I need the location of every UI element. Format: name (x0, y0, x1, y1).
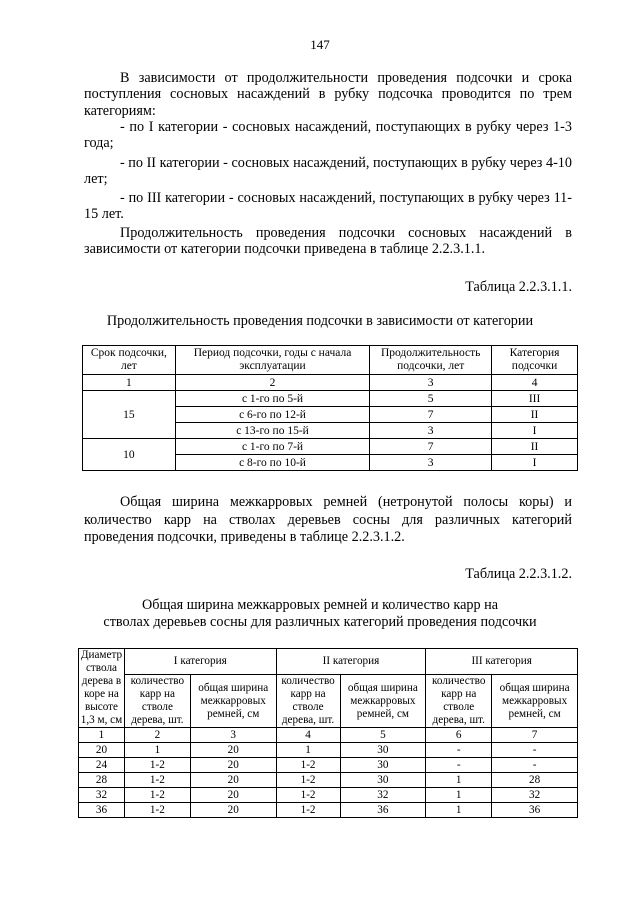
duration-cell: 5 (370, 391, 492, 407)
term-cell: 10 (83, 439, 176, 471)
column-number-row (83, 375, 578, 391)
table-row (79, 773, 578, 788)
table-cell: 1-2 (124, 803, 190, 818)
table-cell: - (426, 758, 492, 773)
table-cell: 30 (340, 743, 426, 758)
table-cell: 30 (340, 758, 426, 773)
table-cell: 1-2 (124, 773, 190, 788)
col-number: 1 (79, 728, 125, 743)
table-cell: 36 (340, 803, 426, 818)
duration-paragraph: Продолжительность проведения подсочки сосновых насаждений в зависимости от категории подсочки приведена в таблице 2.2.3.1.1. (84, 225, 572, 258)
category-cell: I (492, 455, 578, 471)
table-cell: 1 (426, 773, 492, 788)
table-cell: 1-2 (276, 773, 340, 788)
width-paragraph: Общая ширина межкарровых ремней (нетронутой полосы коры) и количество карр на стволах деревьев сосны для различных категорий проведения подсочки, приведены в таблице 2.2.3.1.2. (84, 494, 572, 545)
table-row (79, 803, 578, 818)
table-cell: 32 (340, 788, 426, 803)
table-cell: 1 (276, 743, 340, 758)
intro-paragraph: В зависимости от продолжительности проведения подсочки и срока поступления сосновых насаждений в рубку подсочка проводится по трем категориям: (84, 70, 572, 119)
col-number: 6 (426, 728, 492, 743)
bullet-category-2: - по II категории - сосновых насаждений, поступающих в рубку через 4-10 лет; (84, 155, 572, 188)
category-cell: III (492, 391, 578, 407)
sub-header-count: количество карр на стволе дерева, шт. (124, 675, 190, 728)
table-cell: 28 (79, 773, 125, 788)
period-cell: с 1-го по 5-й (175, 391, 369, 407)
table2-caption: Таблица 2.2.3.1.2. (465, 566, 572, 582)
table-row (83, 439, 578, 455)
table2-title-line-1: Общая ширина межкарровых ремней и количество карр на (141, 597, 499, 613)
table-cell: 36 (492, 803, 578, 818)
belt-width-table (78, 648, 578, 818)
table-row (79, 788, 578, 803)
table-cell: 20 (190, 743, 276, 758)
header-category: Категория подсочки (492, 346, 578, 375)
table-cell: 1-2 (124, 758, 190, 773)
table-header-row (83, 346, 578, 375)
category-cell: II (492, 439, 578, 455)
table-cell: 1-2 (124, 788, 190, 803)
table-cell: 20 (79, 743, 125, 758)
table-row (79, 743, 578, 758)
category-header-row (79, 649, 578, 675)
col-number: 2 (124, 728, 190, 743)
table2-title (60, 597, 580, 631)
term-cell: 15 (83, 391, 176, 439)
col-number: 7 (492, 728, 578, 743)
table-row (79, 758, 578, 773)
table-cell: - (426, 743, 492, 758)
header-period: Период подсочки, годы с начала эксплуатации (175, 346, 369, 375)
bullet-category-1: - по I категории - сосновых насаждений, поступающих в рубку через 1-3 года; (84, 119, 572, 152)
period-cell: с 1-го по 7-й (175, 439, 369, 455)
sub-header-width: общая ширина межкарровых ремней, см (492, 675, 578, 728)
table-cell: 20 (190, 803, 276, 818)
diameter-header: Диаметр ствола дерева в коре на высоте 1,3 м, см (79, 649, 125, 728)
category-cell: II (492, 407, 578, 423)
table-cell: 28 (492, 773, 578, 788)
table-cell: 36 (79, 803, 125, 818)
sub-header-row (79, 675, 578, 728)
col-number: 2 (175, 375, 369, 391)
table-cell: 20 (190, 773, 276, 788)
duration-cell: 7 (370, 407, 492, 423)
category-3-header: III категория (426, 649, 578, 675)
period-cell: с 8-го по 10-й (175, 455, 369, 471)
col-number: 3 (190, 728, 276, 743)
period-cell: с 13-го по 15-й (175, 423, 369, 439)
sub-header-width: общая ширина межкарровых ремней, см (190, 675, 276, 728)
col-number: 3 (370, 375, 492, 391)
table-cell: 1 (124, 743, 190, 758)
table2-title-line-2: стволах деревьев сосны для различных категорий проведения подсочки (103, 614, 537, 630)
column-number-row (79, 728, 578, 743)
table-row (83, 391, 578, 407)
table-cell: 1-2 (276, 788, 340, 803)
table1-title: Продолжительность проведения подсочки в зависимости от категории (106, 313, 534, 329)
category-2-header: II категория (276, 649, 426, 675)
col-number: 1 (83, 375, 176, 391)
duration-table (82, 345, 578, 471)
period-cell: с 6-го по 12-й (175, 407, 369, 423)
table-cell: 20 (190, 758, 276, 773)
table-cell: 1 (426, 788, 492, 803)
table-cell: 30 (340, 773, 426, 788)
table-cell: 24 (79, 758, 125, 773)
sub-header-count: количество карр на стволе дерева, шт. (426, 675, 492, 728)
table-cell: 1-2 (276, 803, 340, 818)
duration-cell: 3 (370, 455, 492, 471)
duration-cell: 7 (370, 439, 492, 455)
category-1-header: I категория (124, 649, 276, 675)
sub-header-count: количество карр на стволе дерева, шт. (276, 675, 340, 728)
col-number: 4 (492, 375, 578, 391)
table1-caption: Таблица 2.2.3.1.1. (465, 279, 572, 295)
table-cell: 20 (190, 788, 276, 803)
page-number: 147 (310, 37, 330, 52)
duration-cell: 3 (370, 423, 492, 439)
header-duration: Продолжительность подсочки, лет (370, 346, 492, 375)
col-number: 4 (276, 728, 340, 743)
table-cell: 32 (492, 788, 578, 803)
table-cell: 32 (79, 788, 125, 803)
sub-header-width: общая ширина межкарровых ремней, см (340, 675, 426, 728)
table-cell: - (492, 743, 578, 758)
col-number: 5 (340, 728, 426, 743)
header-term: Срок подсочки, лет (83, 346, 176, 375)
table-cell: 1 (426, 803, 492, 818)
table-cell: 1-2 (276, 758, 340, 773)
category-cell: I (492, 423, 578, 439)
table-cell: - (492, 758, 578, 773)
bullet-category-3: - по III категории - сосновых насаждений, поступающих в рубку через 11-15 лет. (84, 190, 572, 223)
